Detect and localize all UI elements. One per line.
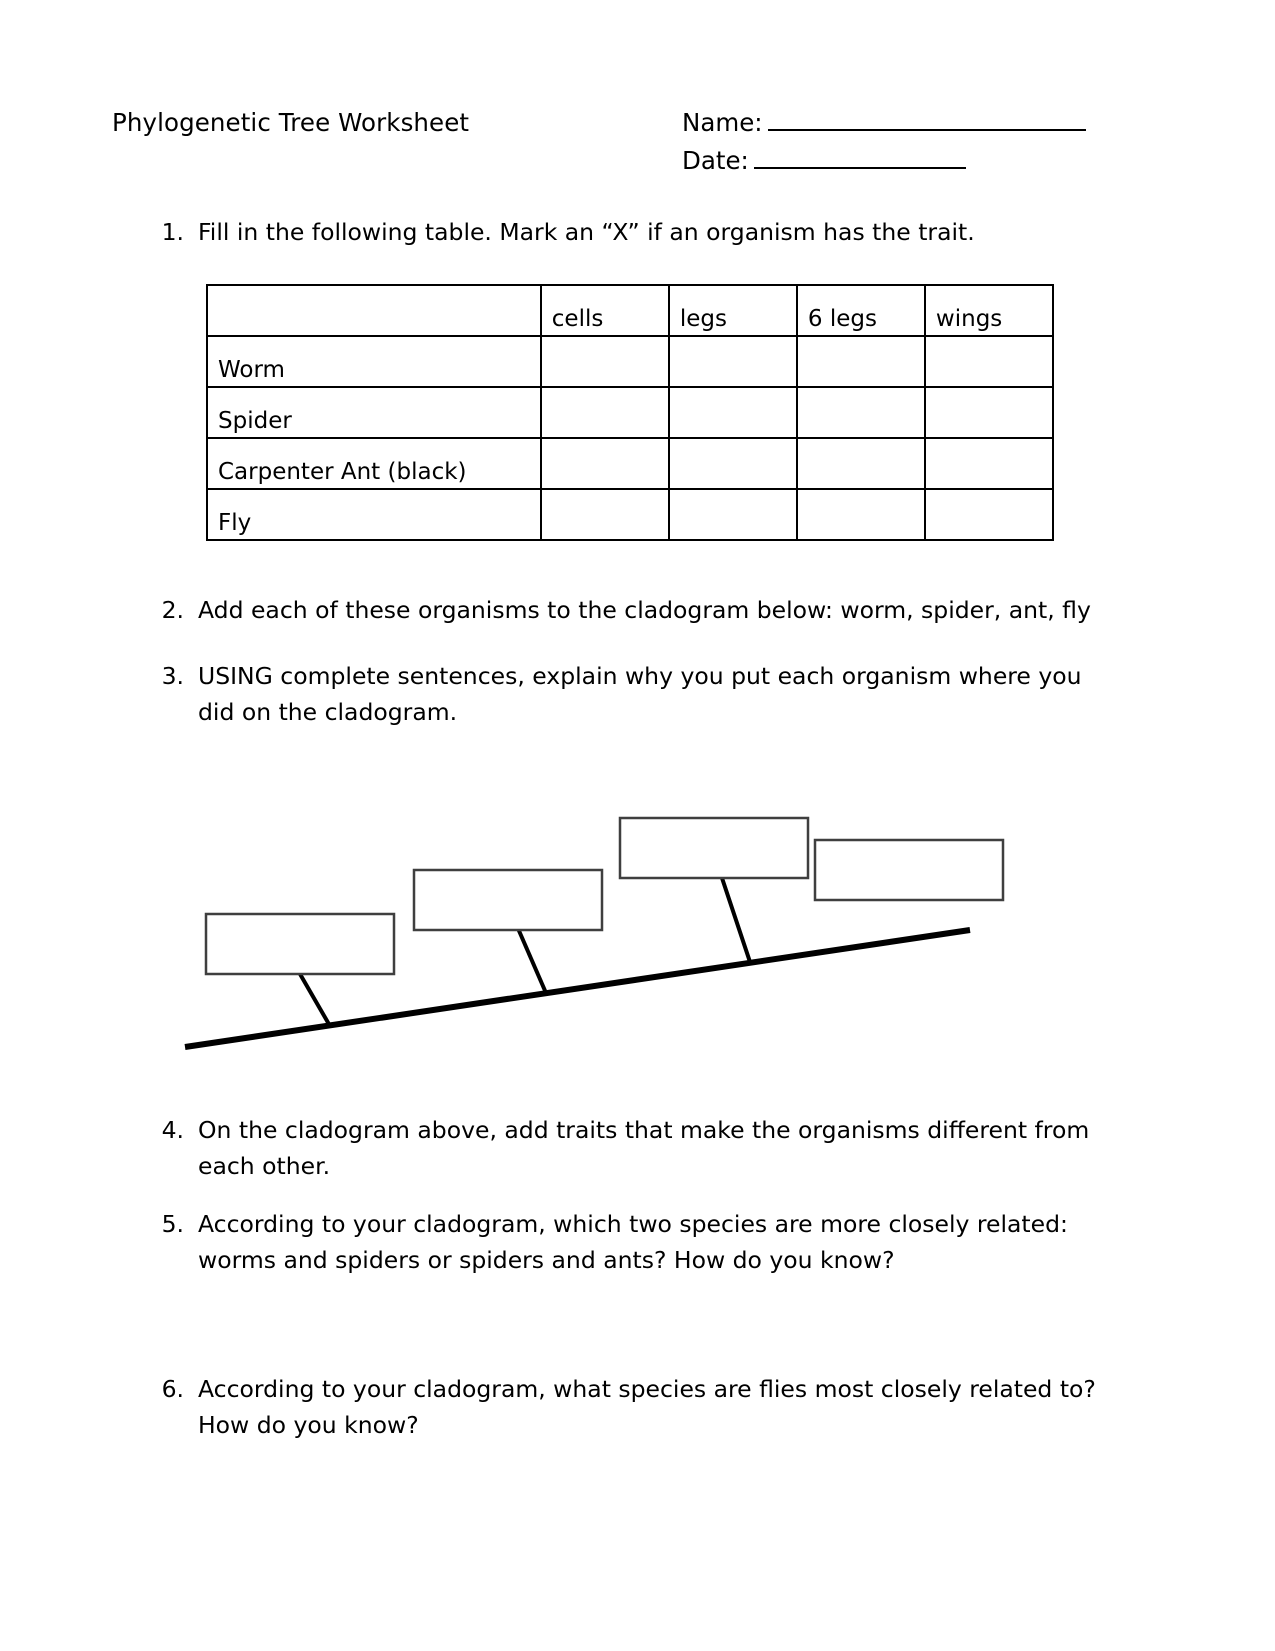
question-item-2 bbox=[150, 592, 1130, 628]
cell-fly-6-legs[interactable] bbox=[797, 489, 925, 540]
cell-fly-legs[interactable] bbox=[669, 489, 797, 540]
date-label: Date: bbox=[682, 146, 749, 175]
cell-spider-cells[interactable] bbox=[541, 387, 669, 438]
item-text: USING complete sentences, explain why you put each organism where you did on the cladogram. bbox=[198, 662, 1082, 726]
cladogram-label-box-2[interactable] bbox=[414, 870, 602, 930]
row-label-worm: Worm bbox=[207, 336, 541, 387]
item-number: 6. bbox=[161, 1375, 184, 1403]
column-header-6-legs: 6 legs bbox=[797, 285, 925, 336]
cell-fly-cells[interactable] bbox=[541, 489, 669, 540]
column-header-cells: cells bbox=[541, 285, 669, 336]
worksheet-header bbox=[112, 108, 1162, 198]
row-label-carpenter-ant: Carpenter Ant (black) bbox=[207, 438, 541, 489]
cell-fly-wings[interactable] bbox=[925, 489, 1053, 540]
question-item-1 bbox=[150, 214, 1130, 250]
table-header-row bbox=[207, 285, 1053, 336]
item-number: 5. bbox=[161, 1210, 184, 1238]
column-header-legs: legs bbox=[669, 285, 797, 336]
name-label: Name: bbox=[682, 108, 763, 137]
cell-worm-legs[interactable] bbox=[669, 336, 797, 387]
cell-spider-6-legs[interactable] bbox=[797, 387, 925, 438]
name-input-line[interactable] bbox=[768, 110, 1086, 131]
item-text: On the cladogram above, add traits that make the organisms different from each other. bbox=[198, 1116, 1090, 1180]
table-row bbox=[207, 387, 1053, 438]
student-info-fields bbox=[682, 108, 1162, 184]
item-number: 2. bbox=[161, 596, 184, 624]
item-text: According to your cladogram, what species are flies most closely related to? How do you know? bbox=[198, 1375, 1096, 1439]
page-title: Phylogenetic Tree Worksheet bbox=[112, 108, 470, 137]
cell-spider-legs[interactable] bbox=[669, 387, 797, 438]
row-label-spider: Spider bbox=[207, 387, 541, 438]
question-item-3 bbox=[150, 658, 1100, 730]
item-number: 4. bbox=[161, 1116, 184, 1144]
cell-ant-cells[interactable] bbox=[541, 438, 669, 489]
cell-ant-6-legs[interactable] bbox=[797, 438, 925, 489]
cladogram-diagram bbox=[150, 750, 1130, 1090]
cladogram-branch-line-1 bbox=[300, 974, 330, 1026]
cell-worm-wings[interactable] bbox=[925, 336, 1053, 387]
table-row bbox=[207, 489, 1053, 540]
question-item-5 bbox=[150, 1206, 1100, 1278]
item-number: 1. bbox=[161, 218, 184, 246]
item-text: Fill in the following table. Mark an “X” if an organism has the trait. bbox=[198, 218, 975, 246]
cell-spider-wings[interactable] bbox=[925, 387, 1053, 438]
name-field-row bbox=[682, 108, 1162, 146]
date-field-row bbox=[682, 146, 1162, 184]
column-header-organism bbox=[207, 285, 541, 336]
date-input-line[interactable] bbox=[754, 148, 966, 169]
question-item-6 bbox=[150, 1371, 1110, 1443]
row-label-fly: Fly bbox=[207, 489, 541, 540]
cladogram-branch-line-3 bbox=[722, 878, 750, 962]
cladogram-label-box-4[interactable] bbox=[815, 840, 1003, 900]
cladogram-label-box-1[interactable] bbox=[206, 914, 394, 974]
item-text: According to your cladogram, which two species are more closely related: worms and spiders or spiders and ants? How do you know? bbox=[198, 1210, 1068, 1274]
cell-worm-6-legs[interactable] bbox=[797, 336, 925, 387]
table-row bbox=[207, 438, 1053, 489]
cladogram-label-box-3[interactable] bbox=[620, 818, 808, 878]
item-number: 3. bbox=[161, 662, 184, 690]
cell-ant-legs[interactable] bbox=[669, 438, 797, 489]
cell-worm-cells[interactable] bbox=[541, 336, 669, 387]
trait-table bbox=[206, 284, 1054, 541]
table-row bbox=[207, 336, 1053, 387]
column-header-wings: wings bbox=[925, 285, 1053, 336]
item-text: Add each of these organisms to the cladogram below: worm, spider, ant, fly bbox=[198, 596, 1091, 624]
cell-ant-wings[interactable] bbox=[925, 438, 1053, 489]
question-item-4 bbox=[150, 1112, 1110, 1184]
